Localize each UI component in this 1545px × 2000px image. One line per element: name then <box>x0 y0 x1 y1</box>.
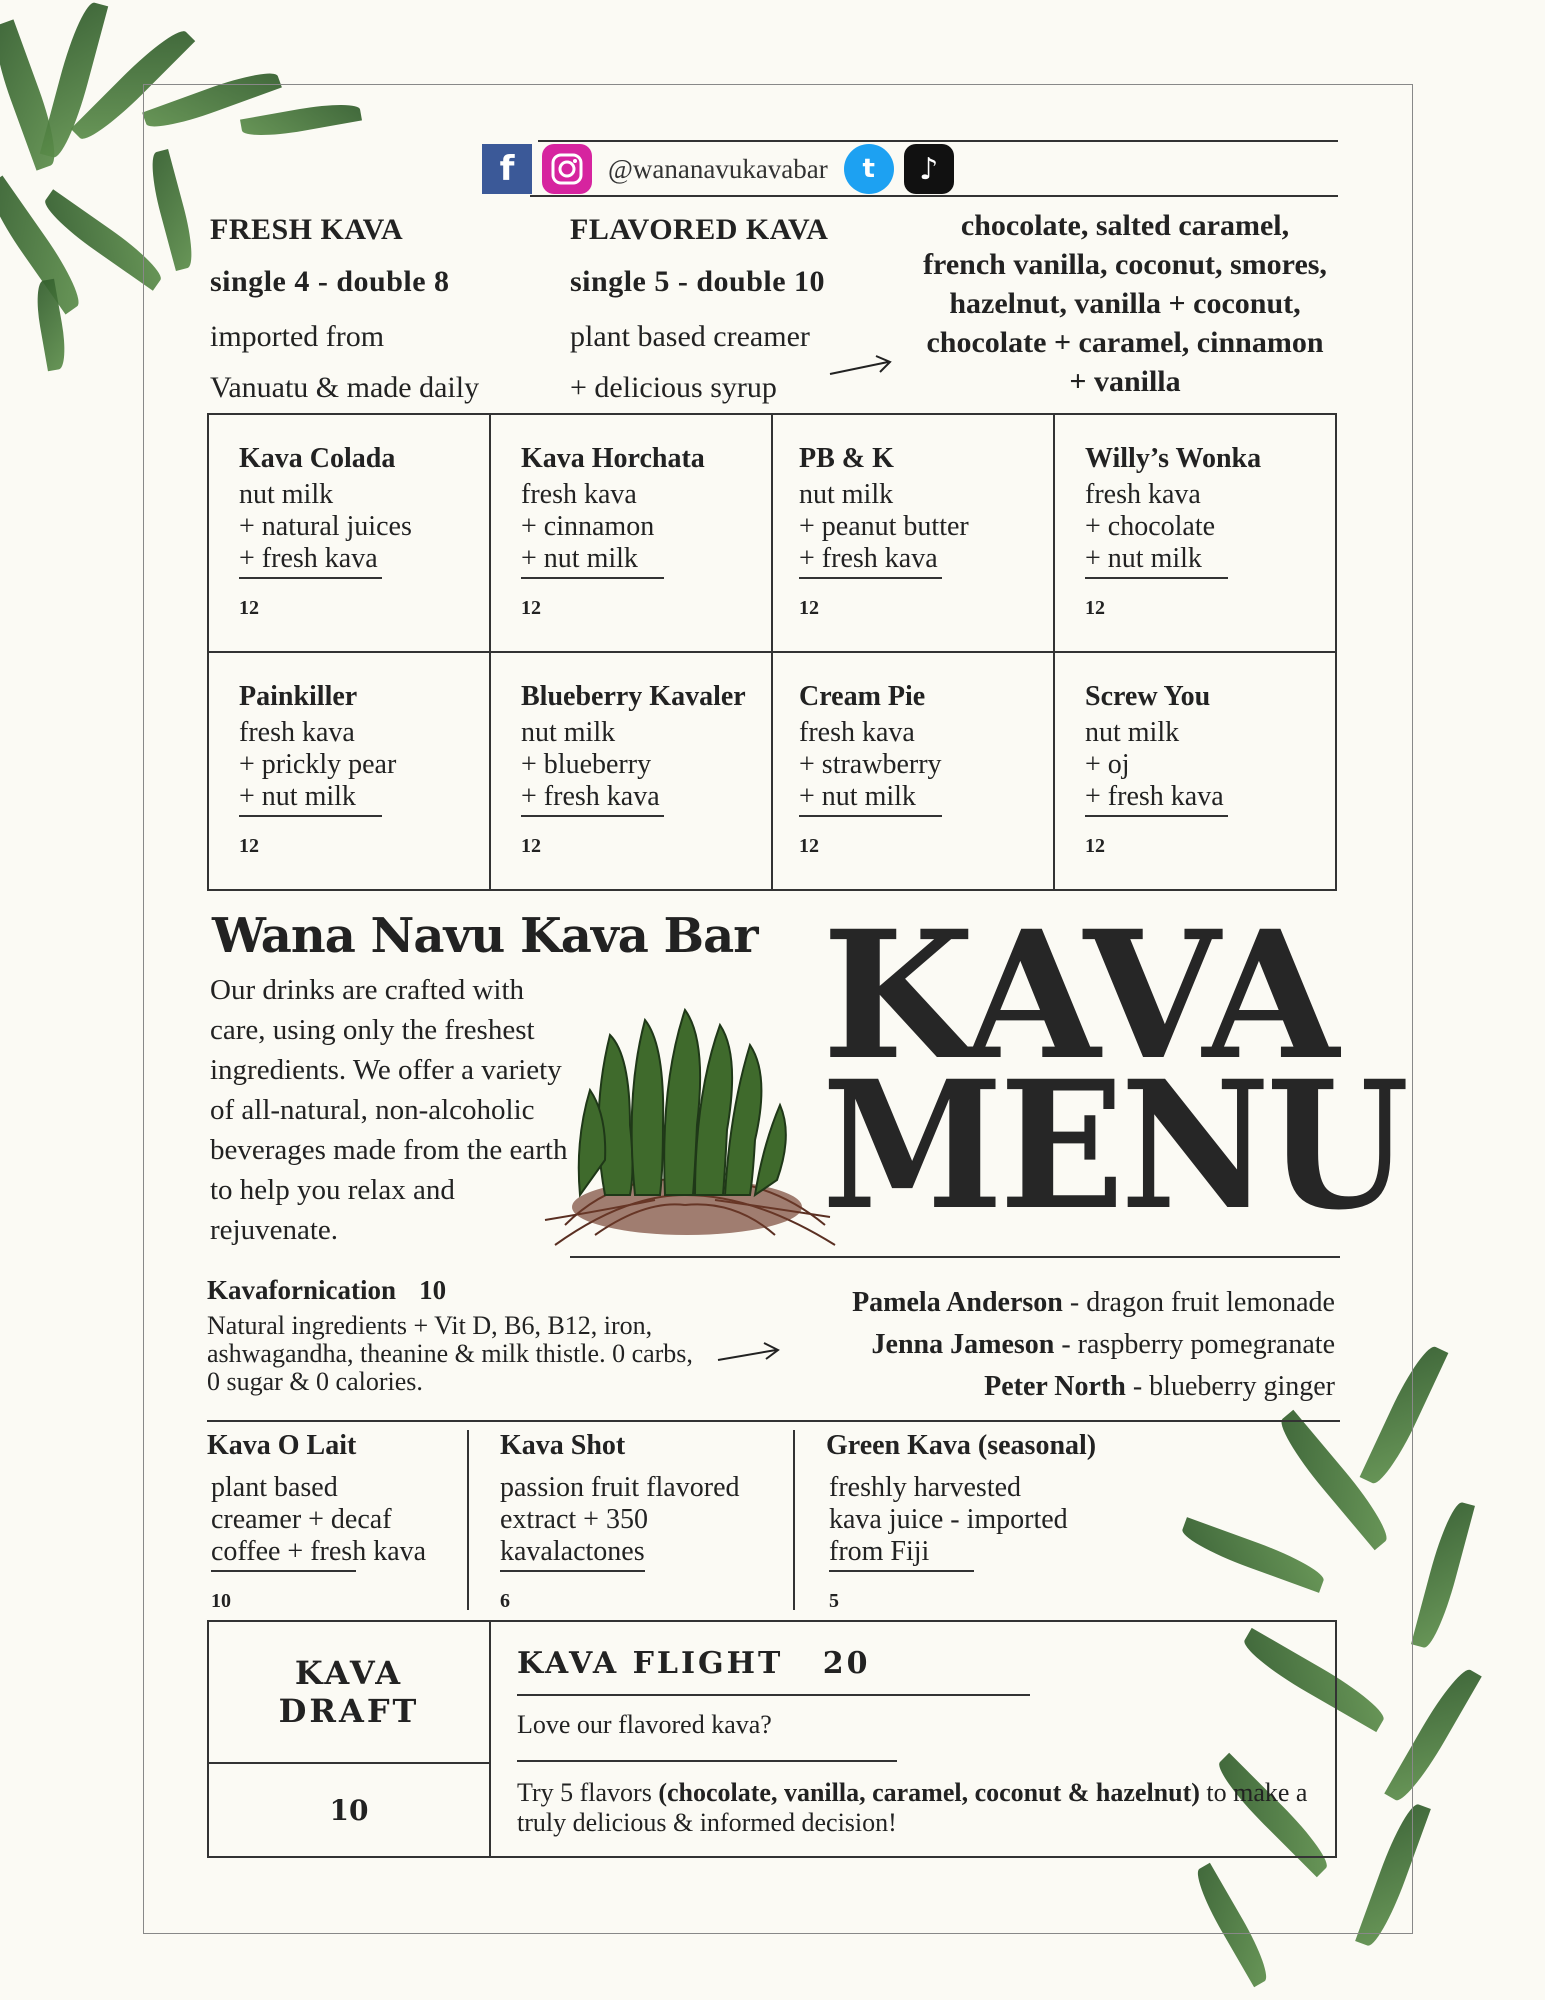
underline <box>799 815 942 817</box>
drink-card <box>772 652 1054 890</box>
drink-ingredient: + nut milk <box>239 781 356 812</box>
special-description: Natural ingredients + Vit D, B6, B12, iron, ashwagandha, theanine & milk thistle. 0 carbs, 0 sugar & 0 calories. <box>207 1311 693 1396</box>
drink-ingredient: fresh kava <box>239 717 355 748</box>
underline <box>521 815 664 817</box>
drink-name: PB & K <box>799 443 894 474</box>
middle-rule <box>570 1256 1340 1258</box>
flavor-line: hazelnut, vanilla + coconut, <box>949 287 1301 320</box>
special-price: 10 <box>419 1275 447 1305</box>
drink-ingredient: nut milk <box>799 479 894 510</box>
drink-name: Green Kava (seasonal) <box>826 1430 1097 1461</box>
cocktail-separator: - <box>1125 1371 1150 1402</box>
drink-ingredient: plant based <box>211 1472 338 1503</box>
drink-ingredient: + fresh kava <box>1085 781 1224 812</box>
drink-ingredient: + fresh kava <box>799 543 938 574</box>
cocktail-name: Jenna Jameson <box>871 1329 1055 1360</box>
drink-name: Painkiller <box>239 681 358 712</box>
drink-ingredient: fresh kava <box>1085 479 1201 510</box>
drink-ingredient: kavalactones <box>500 1536 645 1567</box>
drink-ingredient: + chocolate <box>1085 511 1216 542</box>
cocktail-item <box>852 1366 1335 1408</box>
drink-price: 12 <box>1085 597 1105 619</box>
flavor-line: chocolate, salted caramel, <box>960 209 1290 242</box>
drink-ingredient: + natural juices <box>239 511 412 542</box>
underline <box>799 577 942 579</box>
drink-price: 12 <box>799 597 819 619</box>
facebook-icon[interactable]: f <box>482 144 532 194</box>
special-heading <box>207 1275 707 1306</box>
flight-heading <box>517 1646 871 1681</box>
underline <box>500 1570 645 1572</box>
fresh-kava-line1: imported from <box>210 320 385 353</box>
drink-ingredient: from Fiji <box>829 1536 930 1567</box>
lower-rule <box>207 1420 1340 1422</box>
drink-name: Kava Horchata <box>521 443 705 474</box>
special-section <box>207 1275 707 1396</box>
drinks-grid <box>207 413 1337 891</box>
drink-ingredient: creamer + decaf <box>211 1504 392 1535</box>
bottom-drink <box>500 1430 740 1613</box>
drink-price: 12 <box>239 835 259 857</box>
flight-try-pre: Try 5 flavors <box>517 1778 659 1807</box>
flavor-line: chocolate + caramel, cinnamon <box>926 326 1324 359</box>
flight-price: 20 <box>822 1646 871 1681</box>
flight-rule <box>517 1694 1030 1696</box>
drink-price: 12 <box>239 597 259 619</box>
bottom-drink <box>826 1430 1096 1613</box>
arrow-icon <box>716 1340 782 1364</box>
brand-name: Wana Navu Kava Bar <box>212 908 758 964</box>
flavored-kava-title: FLAVORED KAVA <box>570 213 829 246</box>
column-divider <box>793 1430 795 1610</box>
drink-price: 12 <box>1085 835 1105 857</box>
flight-question: Love our flavored kava? <box>517 1710 772 1739</box>
drink-price: 12 <box>521 835 541 857</box>
twitter-icon[interactable]: t <box>844 144 894 194</box>
drink-ingredient: coffee + fresh kava <box>211 1536 427 1567</box>
flight-try-post: to make a truly delicious & informed decision! <box>517 1778 1314 1837</box>
draft-line2: DRAFT <box>278 1692 420 1730</box>
tiktok-icon[interactable]: ♪ <box>904 144 954 194</box>
flavored-kava-section <box>570 207 828 413</box>
underline <box>211 1570 356 1572</box>
fresh-kava-title: FRESH KAVA <box>210 213 404 246</box>
drink-ingredient: + peanut butter <box>799 511 969 542</box>
flavor-line: french vanilla, coconut, smores, <box>923 248 1327 281</box>
drink-card <box>208 652 490 890</box>
cocktail-name: Peter North <box>984 1371 1126 1402</box>
drink-ingredient: nut milk <box>1085 717 1180 748</box>
fresh-kava-line2: Vanuatu & made daily <box>210 371 480 404</box>
underline <box>1085 815 1228 817</box>
kava-draft-label <box>209 1622 489 1762</box>
drink-price: 10 <box>211 1590 231 1612</box>
drink-name: Kava O Lait <box>207 1430 357 1461</box>
flavored-kava-line1: plant based creamer <box>570 320 810 353</box>
fresh-kava-section <box>210 207 479 413</box>
drink-ingredient: nut milk <box>239 479 334 510</box>
drink-ingredient: + prickly pear <box>239 749 397 780</box>
about-text: Our drinks are crafted with care, using only the freshest ingredients. We offer a variety of all-natural, non-alcoholic beverages made from the earth to help you relax and rejuvenate. <box>210 974 568 1246</box>
flight-flavors: (chocolate, vanilla, caramel, coconut & hazelnut) <box>658 1778 1200 1807</box>
drink-price: 5 <box>829 1590 839 1612</box>
flavor-line: + vanilla <box>1069 365 1181 398</box>
instagram-icon[interactable] <box>542 144 592 194</box>
cocktail-item <box>852 1324 1335 1366</box>
column-divider <box>467 1430 469 1610</box>
cocktail-list <box>852 1282 1335 1408</box>
drink-name: Blueberry Kavaler <box>521 681 746 712</box>
drink-ingredient: + cinnamon <box>521 511 655 542</box>
kava-plant-illustration <box>535 995 840 1255</box>
cocktail-separator: - <box>1062 1287 1087 1318</box>
flight-description <box>517 1778 1332 1838</box>
underline <box>829 1570 974 1572</box>
drink-ingredient: + fresh kava <box>239 543 378 574</box>
drink-ingredient: + nut milk <box>1085 543 1202 574</box>
underline <box>239 815 382 817</box>
flavored-kava-line2: + delicious syrup <box>570 371 777 404</box>
flight-title: KAVA FLIGHT <box>517 1646 784 1681</box>
underline <box>521 577 664 579</box>
drink-ingredient: extract + 350 <box>500 1504 648 1535</box>
drink-ingredient: + blueberry <box>521 749 652 780</box>
draft-price: 10 <box>329 1793 369 1827</box>
drink-price: 12 <box>521 597 541 619</box>
drink-name: Kava Colada <box>239 443 396 474</box>
underline <box>239 577 382 579</box>
cocktail-item <box>852 1282 1335 1324</box>
drink-ingredient: + strawberry <box>799 749 942 780</box>
drink-ingredient: freshly harvested <box>829 1472 1022 1503</box>
drink-ingredient: + fresh kava <box>521 781 660 812</box>
drink-price: 6 <box>500 1590 510 1612</box>
cocktail-flavor: dragon fruit lemonade <box>1086 1287 1335 1318</box>
drink-ingredient: + oj <box>1085 749 1130 780</box>
social-bar <box>482 142 954 196</box>
drink-ingredient: + nut milk <box>521 543 638 574</box>
cocktail-name: Pamela Anderson <box>852 1287 1063 1318</box>
drink-name: Screw You <box>1085 681 1211 712</box>
drink-ingredient: nut milk <box>521 717 616 748</box>
drink-ingredient: fresh kava <box>799 717 915 748</box>
menu-title-line2: MENU <box>822 1042 1406 1249</box>
drink-name: Cream Pie <box>799 681 926 712</box>
drink-card <box>208 414 490 652</box>
draft-line1: KAVA <box>294 1654 404 1692</box>
drink-name: Willy’s Wonka <box>1085 443 1262 474</box>
bottom-drink <box>207 1430 426 1613</box>
drink-ingredient: passion fruit flavored <box>500 1472 740 1503</box>
arrow-icon <box>828 354 894 378</box>
flavor-list <box>900 206 1350 401</box>
drink-card <box>772 414 1054 652</box>
cocktail-flavor: blueberry ginger <box>1149 1371 1335 1402</box>
cocktail-separator: - <box>1054 1329 1078 1360</box>
special-name: Kavafornication <box>207 1275 396 1305</box>
drink-ingredient: + nut milk <box>799 781 916 812</box>
drink-card <box>490 652 772 890</box>
underline <box>1085 577 1228 579</box>
drink-card <box>490 414 772 652</box>
box-divider <box>489 1622 491 1856</box>
drink-card <box>1054 652 1336 890</box>
drink-ingredient: kava juice - imported <box>829 1504 1068 1535</box>
menu-title-line1: KAVA <box>822 892 1336 1099</box>
drink-name: Kava Shot <box>500 1430 626 1461</box>
drink-ingredient: fresh kava <box>521 479 637 510</box>
flight-rule <box>517 1760 897 1762</box>
fresh-kava-price: single 4 - double 8 <box>210 265 450 298</box>
cocktail-flavor: raspberry pomegranate <box>1077 1329 1335 1360</box>
social-handle[interactable]: @wananavukavabar <box>608 153 828 184</box>
flavored-kava-price: single 5 - double 10 <box>570 265 826 298</box>
drink-card <box>1054 414 1336 652</box>
drink-price: 12 <box>799 835 819 857</box>
